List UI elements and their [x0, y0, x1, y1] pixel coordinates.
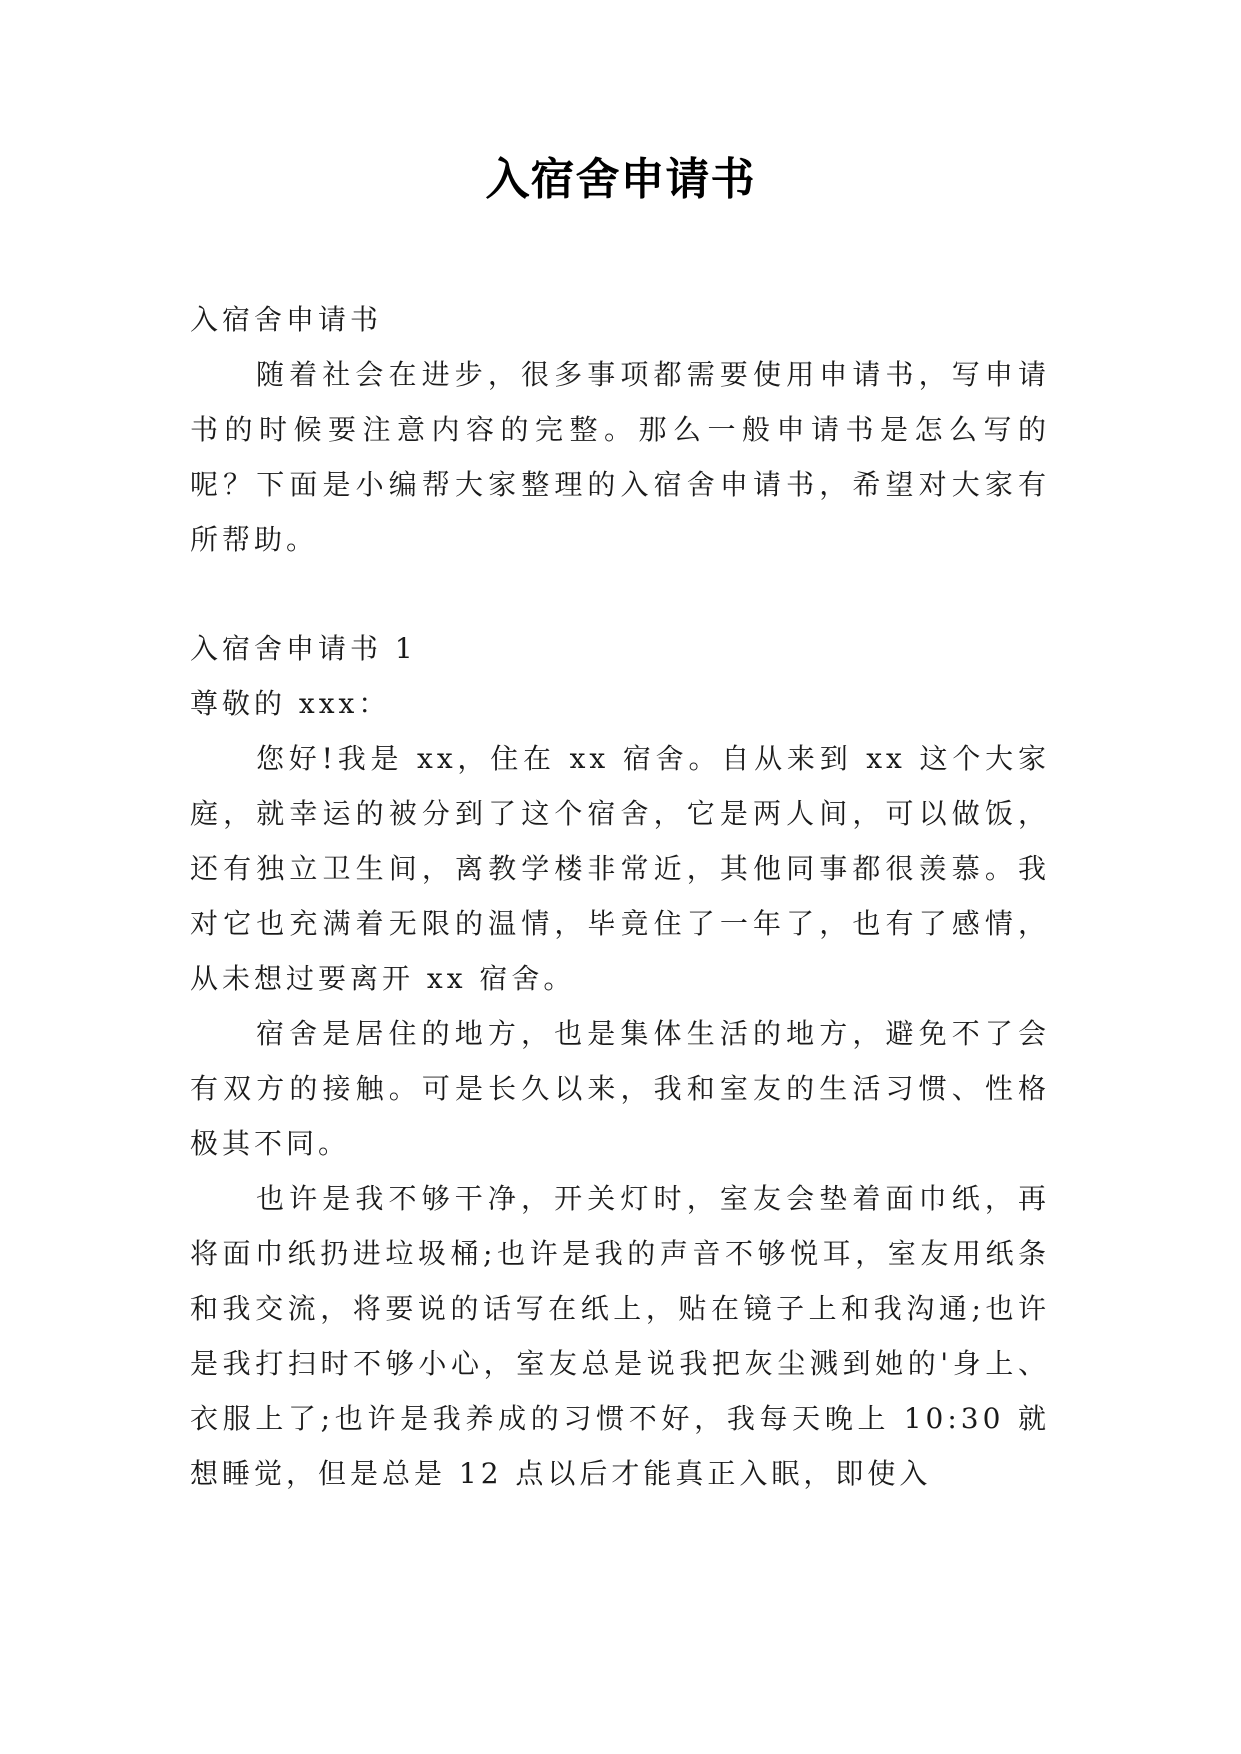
intro-paragraph: 随着社会在进步，很多事项都需要使用申请书，写申请书的时候要注意内容的完整。那么一般申请书是怎么写的呢？下面是小编帮大家整理的入宿舍申请书，希望对大家有所帮助。: [190, 358, 1050, 556]
document-title: 入宿舍申请书: [485, 154, 756, 205]
document-body: [190, 292, 1050, 1501]
body-paragraph: 您好!我是 xx，住在 xx 宿舍。自从来到 xx 这个大家庭，就幸运的被分到了这个宿舍，它是两人间，可以做饭，还有独立卫生间，离教学楼非常近，其他同事都很羡慕。我对它也充满着无限的温情，毕竟住了一年了，也有了感情，从未想过要离开 xx 宿舍。: [190, 742, 1050, 995]
section-spacer: [190, 567, 1050, 621]
body-paragraph: 宿舍是居住的地方，也是集体生活的地方，避免不了会有双方的接触。可是长久以来，我和室友的生活习惯、性格极其不同。: [190, 1017, 1050, 1160]
salutation: 尊敬的 xxx：: [190, 687, 391, 720]
body-paragraph: 也许是我不够干净，开关灯时，室友会垫着面巾纸，再将面巾纸扔进垃圾桶;也许是我的声音不够悦耳，室友用纸条和我交流，将要说的话写在纸上，贴在镜子上和我沟通;也许是我打扫时不够小心，室友总是说我把灰尘溅到她的'身上、衣服上了;也许是我养成的习惯不好，我每天晚上 10:30 就想睡觉，但是总是 12 点以后才能真正入眠，即使入: [190, 1182, 1050, 1490]
section-heading: 入宿舍申请书 1: [190, 632, 417, 665]
subtitle: 入宿舍申请书: [190, 303, 383, 336]
